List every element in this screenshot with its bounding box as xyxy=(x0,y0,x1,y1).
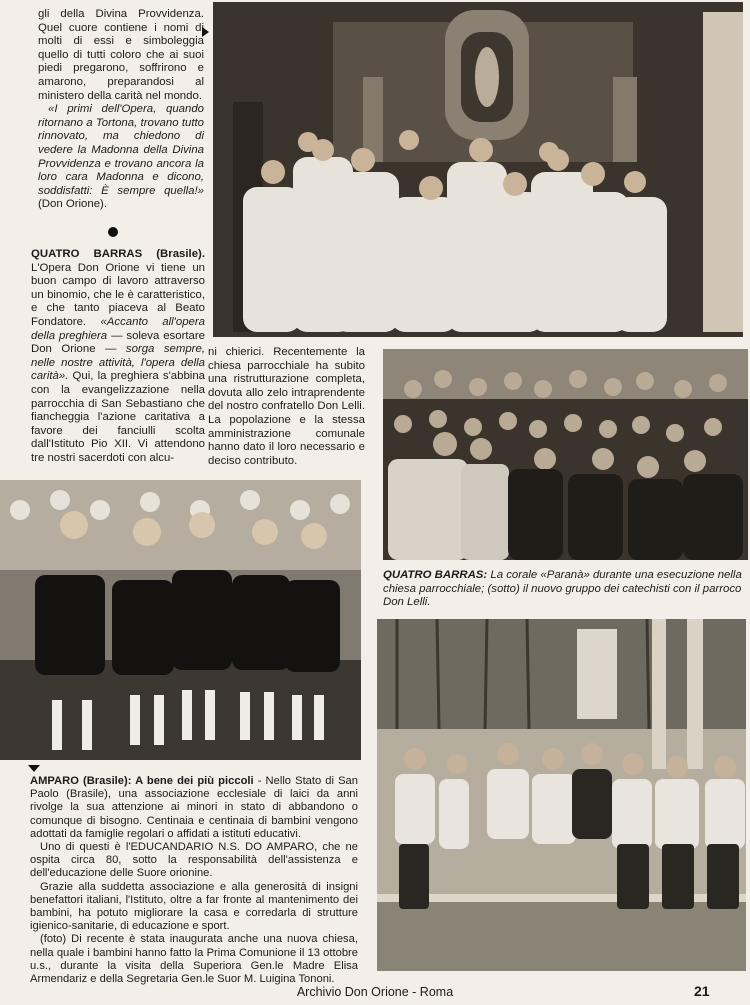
quatro-text-2: Qui, la preghiera s'abbina con la evangelizzazione nella parrocchia di San Sebastiano che fiancheggia l'azione caritativa a favore dei fanciulli scolta dall'Istituto Pio XII. Vi attendono tre nostri sacerdoti con alcu- xyxy=(31,370,205,464)
quatro-quote-2: sorga sempre, nelle nostre attività, l'opera della carità». xyxy=(31,343,205,383)
footer-archive: Archivio Don Orione - Roma xyxy=(296,985,454,999)
quatro-barras-article xyxy=(31,248,205,466)
amparo-paragraph-1 xyxy=(30,775,358,841)
amparo-article xyxy=(30,775,358,986)
caption-label: QUATRO BARRAS: xyxy=(383,569,488,581)
intro-quote xyxy=(38,103,204,212)
quatro-text-1: L'Opera Don Orione vi tiene un buon campo di lavoro attraverso un binomio, che le è caratteristico, e che tanto piaceva al Beato Fondatore. xyxy=(31,261,205,328)
amparo-paragraph-2: Uno di questi è l'EDUCANDARIO N.S. DO AMPARO, che ne ospita circa 80, sotto la responsabilità dell'assistenza e dell'educazione delle Suore orionine. xyxy=(30,841,358,880)
photo-pointer-arrow xyxy=(202,27,209,37)
amparo-heading: AMPARO (Brasile): A bene dei più piccoli xyxy=(30,775,254,787)
quote-attribution: (Don Orione). xyxy=(38,198,108,211)
quatro-quote-1: «Accanto all'opera della preghiera xyxy=(31,315,205,342)
quatro-text-3: ni chierici. Recentemente la chiesa parrocchiale ha subito una ristrutturazione completa, dovuta allo zelo intraprendente del nostro confratello Don Lelli. La popolazione e la stessa amministrazione comunale hanno dato il loro necessario e deciso contributo. xyxy=(208,346,365,467)
amparo-paragraph-4: (foto) Di recente è stata inaugurata anche una nuova chiesa, nella quale i bambini hanno fatto la Prima Comunione il 13 ottobre u.s., durante la visita della Superiora Gen.le Madre Elisa Armendariz e della Segretaria Gen.le Suor M. Luigina Tononi. xyxy=(30,933,358,986)
amparo-text-1: - Nello Stato di San Paolo (Brasile), una associazione ecclesiale di laici da anni rivolge la sua attenzione ai minori in stato di abbandono o comunque di bisogno. Centinaia e centinaia di bambini vengono adottati da famiglie regolari o affidati a istituti educativi. xyxy=(30,775,359,840)
page-number: 21 xyxy=(694,983,710,999)
quatro-barras-paragraph xyxy=(31,248,205,466)
photo-first-communion xyxy=(0,480,361,760)
intro-paragraph: gli della Divina Provvidenza. Quel cuore contiene i nomi di molti di essi e simboleggia quello di tutti coloro che ai suoi piedi pregarono, soffrirono e amarono, preparandosi al ministero della carità nel mondo. xyxy=(38,8,204,102)
photo-clergy-altar xyxy=(213,2,743,337)
quatro-barras-heading: QUATRO BARRAS (Brasile). xyxy=(31,248,205,260)
caption-quatro-barras xyxy=(383,569,743,610)
section-bullet xyxy=(108,227,118,237)
photo-catechists xyxy=(377,619,746,971)
photo-choir xyxy=(383,349,748,560)
quatro-barras-continuation xyxy=(208,346,365,468)
quatro-mid: — soleva esortare Don Orione — xyxy=(31,329,206,356)
column-intro xyxy=(38,8,204,212)
caption-text: La corale «Paranà» durante una esecuzione nella chiesa parrocchiale; (sotto) il nuovo gruppo dei catechisti con il parroco Don Lelli. xyxy=(383,569,742,609)
amparo-paragraph-3: Grazie alla suddetta associazione e alla generosità di insigni benefattori italiani, l'Istituto, oltre a far fronte al mantenimento dei bambini, ha potuto migliorare la casa e corredarla di strutture igienico-sanitarie, di educazione e sport. xyxy=(30,880,358,933)
amparo-arrow xyxy=(28,765,40,772)
quote-text: «I primi dell'Opera, quando ritornano a Tortona, trovano tutto rinnovato, ma chiedono di vedere la Madonna della Divina Provvidenza e trovano ancora la loro cara Madonna e dicono, soddisfatti: È sempre quella!» xyxy=(38,103,204,197)
